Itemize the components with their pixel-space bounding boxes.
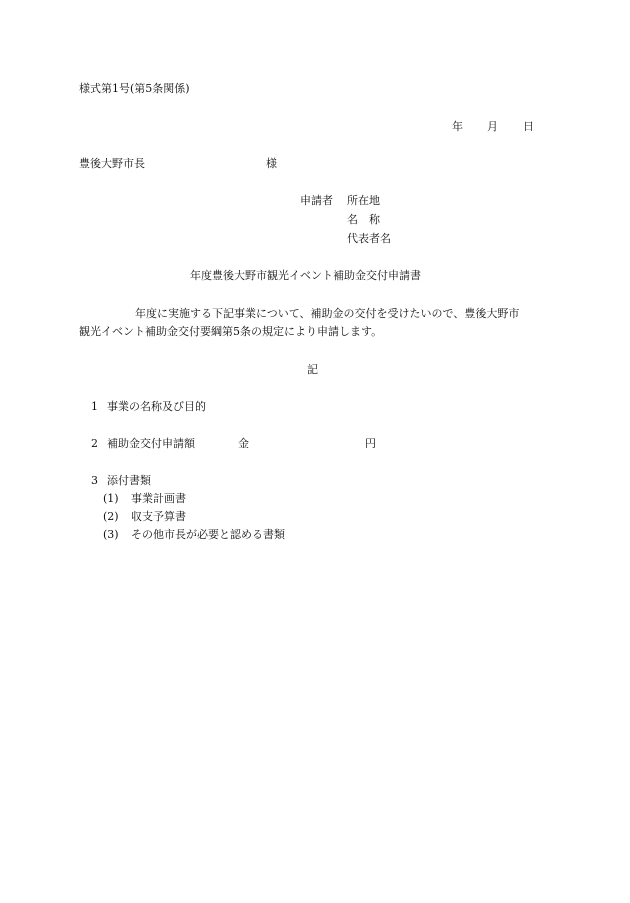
date-year: 年: [452, 120, 463, 133]
attachment-1-number: (1): [103, 492, 119, 505]
applicant-representative: 代表者名: [347, 232, 391, 245]
date-day: 日: [523, 120, 534, 133]
addressee-honorific: 様: [266, 157, 277, 170]
attachment-3-label: その他市長が必要と認める書類: [131, 528, 285, 541]
item-2-label: 補助金交付申請額: [107, 437, 195, 450]
applicant-address: 所在地: [347, 194, 380, 207]
document-title: 年度豊後大野市観光イベント補助金交付申請書: [190, 269, 421, 282]
item-1-number: 1: [91, 400, 98, 413]
attachment-2-number: (2): [103, 510, 119, 523]
item-1-label: 事業の名称及び目的: [107, 400, 206, 413]
attachment-3-number: (3): [103, 528, 119, 541]
applicant-name-label: 名 称: [347, 213, 380, 226]
date-month: 月: [487, 120, 498, 133]
item-3-number: 3: [91, 474, 98, 487]
item-3-label: 添付書類: [107, 474, 151, 487]
addressee-name: 豊後大野市長: [79, 157, 145, 170]
attachment-1-label: 事業計画書: [131, 492, 186, 505]
applicant-label: 申請者: [300, 194, 333, 207]
attachment-2-label: 収支予算書: [131, 510, 186, 523]
item-2-kin: 金: [238, 437, 249, 450]
ki-heading: 記: [307, 363, 318, 376]
body-line-2: 観光イベント補助金交付要綱第5条の規定により申請します。: [79, 325, 383, 338]
body-line-1: 年度に実施する下記事業について、補助金の交付を受けたいので、豊後大野市: [135, 307, 520, 320]
form-number: 様式第1号(第5条関係): [79, 82, 190, 95]
item-2-yen: 円: [365, 437, 376, 450]
item-2-number: 2: [91, 437, 98, 450]
